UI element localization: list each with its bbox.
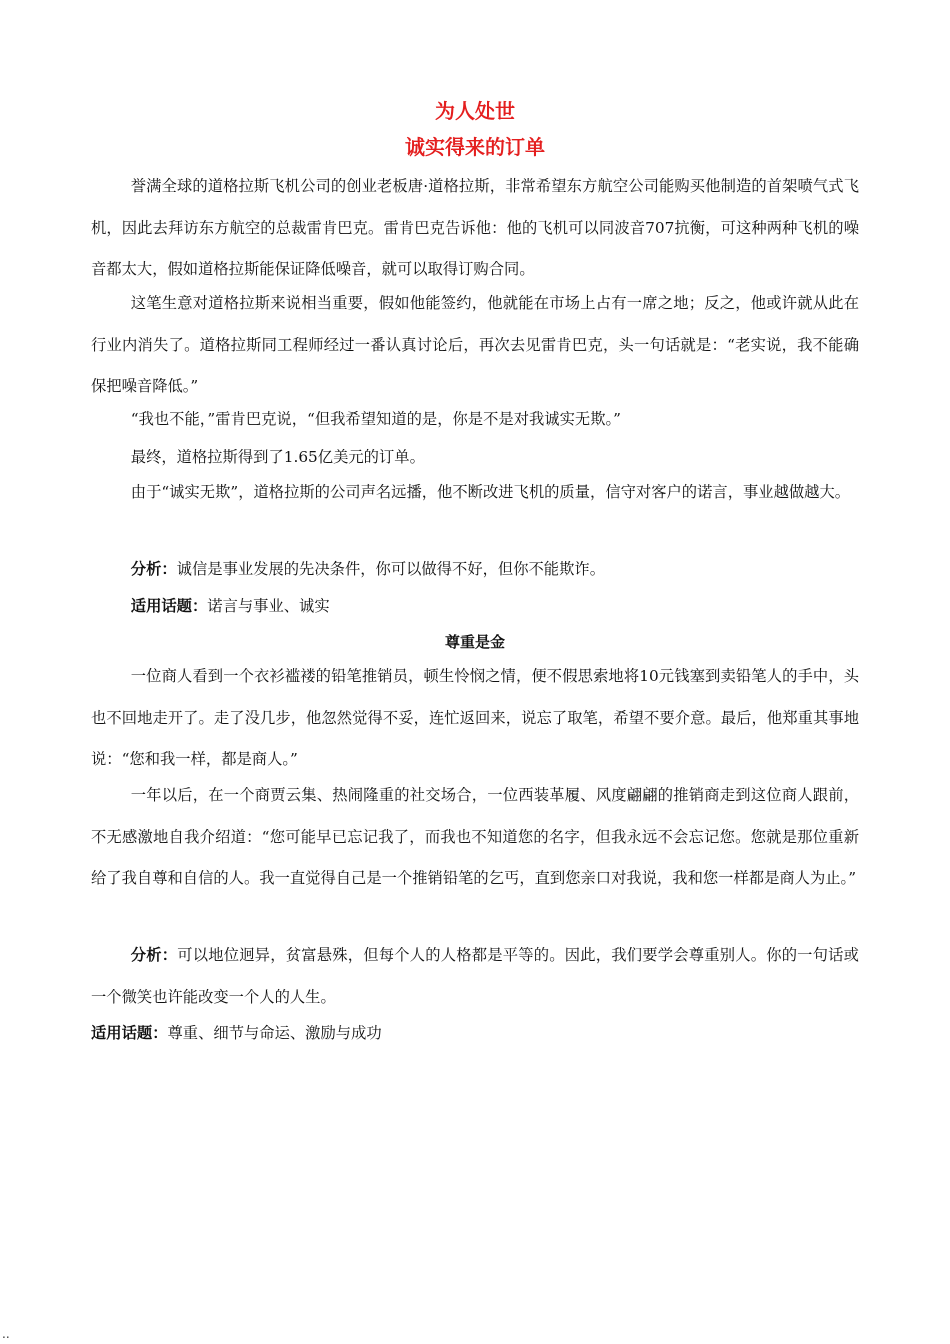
story2-topics [91,1020,859,1046]
story2-analysis [91,935,859,1018]
topics-label: 适用话题： [130,597,208,615]
analysis-text: 可以地位迥异，贫富悬殊，但每个人的人格都是平等的。因此，我们要学会尊重别人。你的一句话或一个微笑也许能改变一个人的人生。 [91,946,859,1006]
story2-paragraph-2: 一年以后，在一个商贾云集、热闹隆重的社交场合，一位西装革履、风度翩翩的推销商走到这位商人跟前，不无感激地自我介绍道：“您可能早已忘记我了，而我也不知道您的名字，但我永远不会忘记您。您就是那位重新给了我自尊和自信的人。我一直觉得自己是一个推销铅笔的乞丐，直到您亲口对我说，我和您一样都是商人为止。” [91,786,859,887]
story1-analysis [91,556,859,582]
analysis-label: 分析： [130,560,177,578]
story1-paragraph-5: 由于“诚实无欺”，道格拉斯的公司声名远播，他不断改进飞机的质量，信守对客户的诺言，事业越做越大。 [130,483,851,501]
story2-paragraph-1: 一位商人看到一个衣衫褴褛的铅笔推销员，顿生怜悯之情，便不假思索地将10元钱塞到卖铅笔人的手中，头也不回地走开了。走了没几步，他忽然觉得不妥，连忙返回来，说忘了取笔，希望不要介意。最后，他郑重其事地说：“您和我一样，都是商人。” [91,667,859,768]
story1-paragraph-3: “我也不能，”雷肯巴克说，“但我希望知道的是，你是不是对我诚实无欺。” [130,410,621,428]
story1-paragraph-2: 这笔生意对道格拉斯来说相当重要，假如他能签约，他就能在市场上占有一席之地；反之，他或许就从此在行业内消失了。道格拉斯同工程师经过一番认真讨论后，再次去见雷肯巴克，头一句话就是：“老实说，我不能确保把噪音降低。” [91,294,859,395]
analysis-text: 诚信是事业发展的先决条件，你可以做得不好，但你不能欺诈。 [176,560,605,578]
topics-text: 诺言与事业、诚实 [207,597,330,615]
footer-marks: .. [2,1327,10,1341]
story1-paragraph-1: 誉满全球的道格拉斯飞机公司的创业老板唐·道格拉斯，非常希望东方航空公司能购买他制造的首架喷气式飞机，因此去拜访东方航空的总裁雷肯巴克。雷肯巴克告诉他：他的飞机可以同波音707抗衡，可这种两种飞机的噪音都太大，假如道格拉斯能保证降低噪音，就可以取得订购合同。 [91,177,859,278]
story1-title: 诚实得来的订单 [405,135,545,159]
category-title: 为人处世 [435,99,515,123]
topics-label: 适用话题： [91,1024,168,1042]
story1-topics [91,593,859,619]
story2-title: 尊重是金 [444,633,505,651]
topics-text: 尊重、细节与命运、激励与成功 [167,1024,382,1042]
analysis-label: 分析： [130,946,178,964]
story1-paragraph-4: 最终，道格拉斯得到了1.65亿美元的订单。 [130,448,425,466]
